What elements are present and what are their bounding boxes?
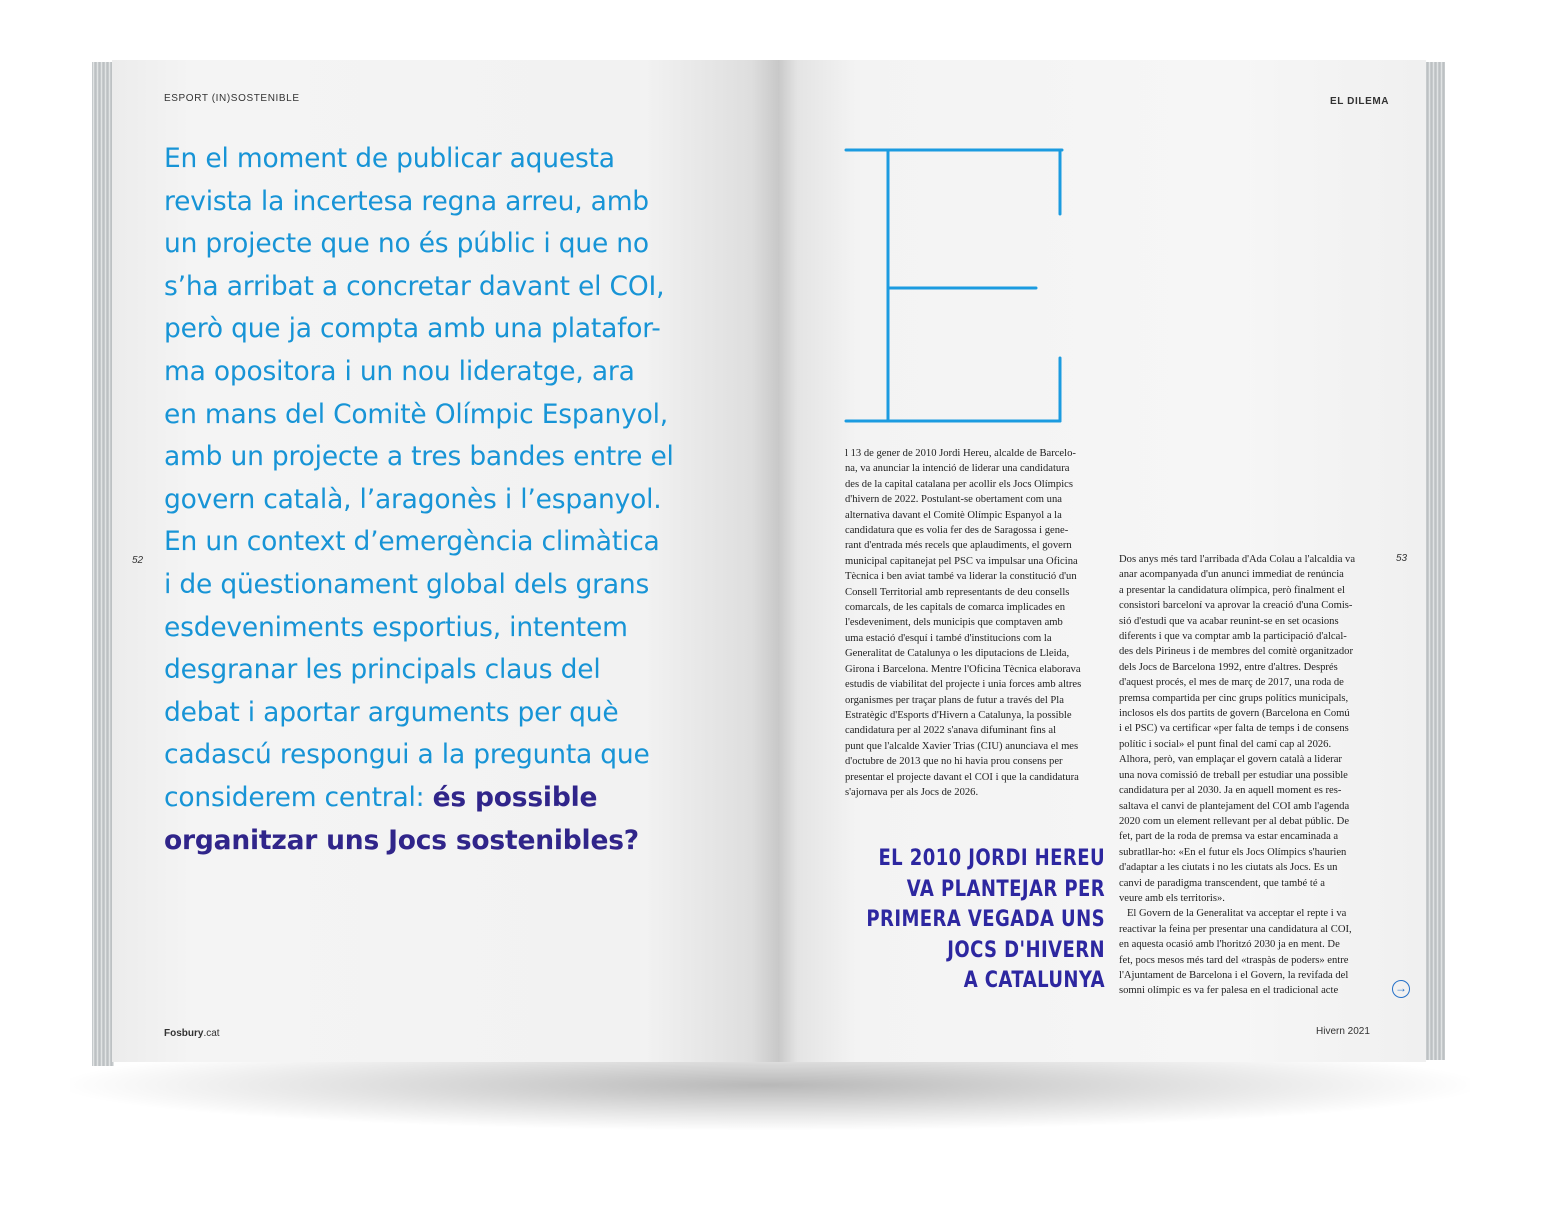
intro-question: és possible organitzar uns Jocs sostenibles?	[164, 781, 639, 856]
drop-cap-e	[842, 146, 1072, 426]
page-number-left: 52	[132, 555, 144, 566]
page-stack-right	[1423, 62, 1445, 1060]
running-head-right: EL DILEMA	[1330, 96, 1390, 107]
footer-brand-name: Fosbury	[164, 1028, 204, 1039]
pull-quote: EL 2010 JORDI HEREU VA PLANTEJAR PER PRIMERA VEGADA UNS JOCS D'HIVERN A CATALUNYA	[866, 846, 1105, 993]
article-column-2: Dos anys més tard l'arribada d'Ada Colau a l'alcaldia va anar acompanyada d'un anunci immediat de renúncia a presentar la candidatura olímpica, però finalment el consistori barceloní va aprovar la creació d'una Comis- sió d'estudi que va acabar reunint-se en set ocasions diferents i que va comptar amb la participació d'alcal- des dels Pirineus i de membres del comitè organitzador dels Jocs de Barcelona 1992, entre d'altres. Després d'aquest procés, el mes de març de 2017, una roda de premsa compartida per cinc grups polítics municipals, inclosos els dos partits de govern (Barcelona en Comú i el PSC) va certificar «per falta de temps i de consens polític i social» el punt final del camí cap al 2026. Alhora, però, van emplaçar el govern català a liderar una nova comissió de treball per estudiar una possible candidatura per al 2030. Ja en aquell moment es res- saltava el canvi de plantejament del COI amb l'agenda 2020 com un element rellevant per al debat públic. De fet, part de la roda de premsa va estar encaminada a subratllar-ho: «En el futur els Jocs Olímpics s'haurien d'adaptar a les ciutats i no les ciutats als Jocs. Es un canvi de paradigma transcendent, que també té a veure amb els territoris». El Govern de la Generalitat va acceptar el repte i va reactivar la feina per presentar una candidatura al COI, en aquesta ocasió amb l'horitzó 2030 ja en ment. De fet, pocs mesos més tard del «traspàs de poders» entre l'Ajuntament de Barcelona i el Govern, la revifada del somni olímpic es va fer palesa en el tradicional acte	[1119, 554, 1356, 997]
article-column-1: l 13 de gener de 2010 Jordi Hereu, alcalde de Barcelo- na, va anunciar la intenció de liderar una candidatura des de la capital catalana per acollir els Jocs Olímpics d'hivern de 2022. Postulant-se obertament com una alternativa davant el Comitè Olímpic Espanyol a la candidatura que es volia fer des de Saragossa i gene- rant d'entrada més recels que aplaudiments, el govern municipal capitanejat pel PSC va impulsar una Oficina Tècnica i ben aviat també va liderar la constitució d'un Consell Territorial amb representants de deu consells comarcals, de les capitals de comarca implicades en l'esdeveniment, dels municipis que comptaven amb uma estació d'esquí i també d'institucions com la Generalitat de Catalunya o les diputacions de Lleida, Girona i Barcelona. Mentre l'Oficina Tècnica elaborava estudis de viabilitat del projecte i unia forces amb altres organismes per traçar plans de futur a través del Pla Estratègic d'Esports d'Hivern a Catalunya, la possible candidatura per al 2022 s'anava difuminant fins al punt que l'alcalde Xavier Trias (CIU) anunciava el mes d'octubre de 2013 que no hi havia prou consens per presentar el projecte davant el COI i que la candidatura s'ajornava per als Jocs de 2026.	[845, 448, 1082, 798]
footer-issue: Hivern 2021	[1316, 1026, 1370, 1037]
intro-body: En el moment de publicar aquesta revista la incertesa regna arreu, amb un projecte que no és públic i que no s’ha arribat a concretar davant el COI, però que ja compta amb una platafor- ma opositora i un nou lideratge, ara en mans del Comitè Olímpic Espanyol, amb un projecte a tres bandes entre el govern català, l’aragonès i l’espanyol. En un context d’emergència climàtica i de qüestionament global dels grans esdeveniments esportius, intentem desgranar les principals claus del debat i aportar arguments per què cadascú respongui a la pregunta que considerem central:	[164, 143, 674, 813]
footer-brand	[164, 1028, 220, 1039]
intro-text	[164, 138, 724, 862]
footer-brand-domain: .cat	[203, 1028, 220, 1039]
running-head-left: ESPORT (IN)SOSTENIBLE	[164, 93, 300, 104]
page-stack-left	[92, 62, 114, 1066]
page-number-right: 53	[1396, 553, 1408, 564]
next-page-arrow-icon[interactable]: →	[1392, 980, 1410, 998]
